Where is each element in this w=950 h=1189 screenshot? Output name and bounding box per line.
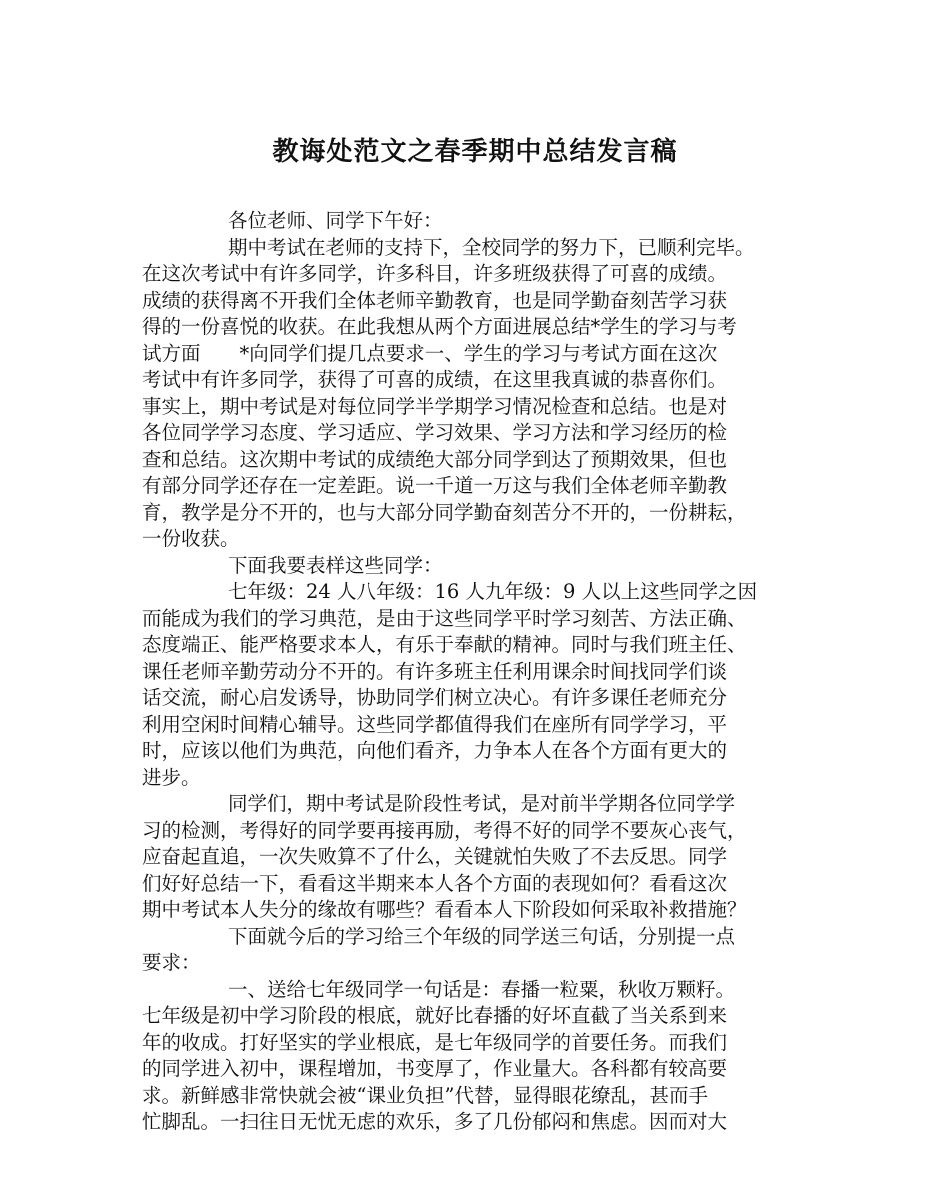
text-line: 下面我要表样这些同学： [228, 553, 443, 577]
text-line: 要求： [142, 951, 201, 974]
text-line: 年的收成。打好坚实的学业根底，是七年级同学的首要任务。而我们 [142, 1030, 728, 1054]
text-line: 下面就今后的学习给三个年级的同学送三句话，分别提一点 [228, 924, 736, 948]
text-line: 试方面 *向同学们提几点要求一、学生的学习与考试方面在这次 [142, 341, 718, 365]
text-line: 应奋起直追，一次失败算不了什么，关键就怕失败了不去反思。同学 [142, 845, 728, 868]
text-line: 忙脚乱。一扫往日无忧无虑的欢乐，多了几份郁闷和焦虑。因而对大 [142, 1110, 728, 1133]
text-line: 有部分同学还存在一定差距。说一千道一万这与我们全体老师辛勤教 [142, 474, 728, 497]
text-line: 态度端正、能严格要求本人，有乐于奉献的精神。同时与我们班主任、 [142, 633, 747, 656]
text-line: 们好好总结一下，看看这半期来本人各个方面的表现如何？看看这次 [142, 871, 728, 895]
text-line: 课任老师辛勤劳动分不开的。有许多班主任利用课余时间找同学们谈 [142, 659, 728, 683]
text-line: 一、送给七年级同学一句话是：春播一粒粟，秋收万颗籽。 [228, 977, 736, 1001]
text-line: 育，教学是分不开的，也与大部分同学勤奋刻苦分不开的，一份耕耘， [142, 500, 747, 524]
text-line: 期中考试在老师的支持下，全校同学的努力下，已顺利完毕。 [228, 235, 755, 259]
document-title: 教诲处范文之春季期中总结发言稿 [272, 137, 678, 167]
text-line: 各位同学学习态度、学习适应、学习效果、学习方法和学习经历的检 [142, 421, 728, 444]
text-line: 期中考试本人失分的缘故有哪些？看看本人下阶段如何采取补救措施？ [142, 898, 747, 921]
document-body [142, 208, 810, 1136]
text-line: 同学们，期中考试是阶段性考试，是对前半学期各位同学学 [228, 792, 736, 815]
text-line: 各位老师、同学下午好： [228, 209, 443, 232]
text-line: 的同学进入初中，课程增加，书变厚了，作业量大。各科都有较高要 [142, 1057, 728, 1080]
text-line: 而能成为我们的学习典范，是由于这些同学平时学习刻苦、方法正确、 [142, 606, 747, 630]
text-line: 时，应该以他们为典范，向他们看齐，力争本人在各个方面有更大的 [142, 739, 728, 762]
text-line: 事实上，期中考试是对每位同学半学期学习情况检查和总结。也是对 [142, 394, 728, 418]
text-line: 利用空闲时间精心辅导。这些同学都值得我们在座所有同学学习，平 [142, 712, 728, 736]
text-line: 成绩的获得离不开我们全体老师辛勤教育，也是同学勤奋刻苦学习获 [142, 288, 728, 312]
text-line: 习的检测，考得好的同学要再接再励，考得不好的同学不要灰心丧气， [142, 818, 747, 842]
text-line: 进步。 [142, 765, 201, 789]
text-line: 求。新鲜感非常快就会被“课业负担”代替，显得眼花缭乱，甚而手 [142, 1083, 708, 1107]
text-line: 一份收获。 [142, 527, 240, 550]
text-line: 查和总结。这次期中考试的成绩绝大部分同学到达了预期效果，但也 [142, 447, 728, 471]
text-line: 得的一份喜悦的收获。在此我想从两个方面进展总结*学生的学习与考 [142, 315, 737, 338]
text-line: 七年级是初中学习阶段的根底，就好比春播的好坏直截了当关系到来 [142, 1004, 728, 1027]
text-line: 考试中有许多同学，获得了可喜的成绩，在这里我真诚的恭喜你们。 [142, 368, 728, 391]
text-line: 七年级：24 人八年级：16 人九年级：9 人以上这些同学之因 [228, 580, 758, 603]
text-line: 在这次考试中有许多同学，许多科目，许多班级获得了可喜的成绩。 [142, 262, 728, 285]
text-line: 话交流，耐心启发诱导，协助同学们树立决心。有许多课任老师充分 [142, 686, 728, 709]
